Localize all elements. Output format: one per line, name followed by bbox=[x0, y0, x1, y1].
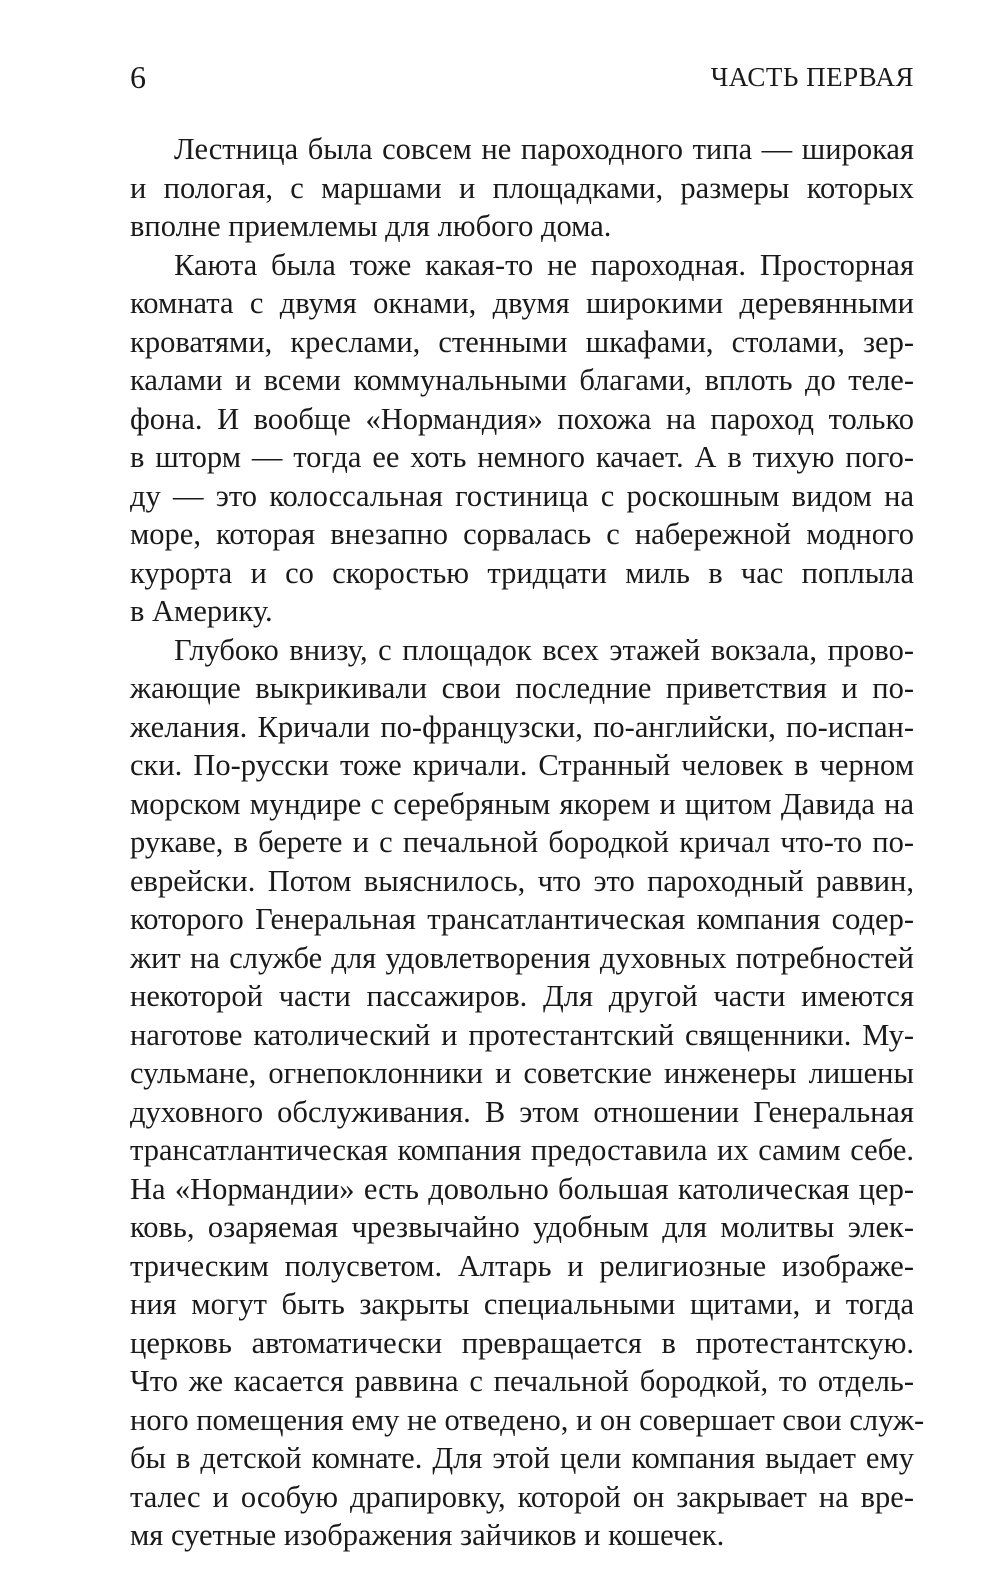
text-line: Что же касается раввина с печальной бородкой, то отдель- bbox=[130, 1364, 914, 1398]
text-line: наготове католический и протестантский священники. Му- bbox=[130, 1017, 914, 1052]
text-line: церковь автоматически превращается в протестантскую. bbox=[130, 1325, 914, 1360]
text-line: в Америку. bbox=[130, 594, 273, 628]
text-line: ковь, озаряемая чрезвычайно удобным для молитвы элек- bbox=[130, 1210, 914, 1244]
text-line: фона. И вообще «Нормандия» похожа на пароход только bbox=[130, 401, 914, 436]
text-line: кроватями, креслами, стенными шкафами, столами, зер- bbox=[130, 324, 914, 359]
paragraph bbox=[130, 130, 914, 246]
text-line: которого Генеральная трансатлантическая компания содер- bbox=[130, 902, 914, 936]
text-line: ду — это колоссальная гостиница с роскошным видом на bbox=[130, 478, 914, 513]
text-line: калами и всеми коммунальными благами, вплоть до теле- bbox=[130, 363, 914, 397]
text-line: трическим полусветом. Алтарь и религиозные изображе- bbox=[130, 1248, 914, 1283]
text-line: духовного обслуживания. В этом отношении Генеральная bbox=[130, 1094, 914, 1129]
page-header bbox=[130, 52, 914, 102]
text-line: Лестница была совсем не пароходного типа — широкая bbox=[174, 132, 914, 166]
text-line: комната с двумя окнами, двумя широкими деревянными bbox=[130, 286, 914, 320]
text-line: сульмане, огнепоклонники и советские инженеры лишены bbox=[130, 1056, 914, 1090]
text-line: На «Нормандии» есть довольно большая католическая цер- bbox=[130, 1171, 914, 1206]
text-line: море, которая внезапно сорвалась с набережной модного bbox=[130, 517, 914, 551]
paragraph bbox=[130, 631, 925, 1555]
text-line: Глубоко внизу, с площадок всех этажей вокзала, прово- bbox=[174, 632, 914, 667]
text-line: курорта и со скоростью тридцати миль в час поплыла bbox=[130, 555, 914, 590]
text-line: ного помещения ему не отведено, и он совершает свои служ- bbox=[130, 1402, 925, 1437]
paragraph bbox=[130, 246, 914, 631]
text-line: вполне приемлемы для любого дома. bbox=[130, 209, 612, 243]
text-line: рукаве, в берете и с печальной бородкой кричал что-то по- bbox=[130, 825, 914, 859]
text-line: бы в детской комнате. Для этой цели компания выдает ему bbox=[130, 1441, 914, 1475]
text-line: талес и особую драпировку, которой он закрывает на вре- bbox=[130, 1479, 914, 1514]
running-head: ЧАСТЬ ПЕРВАЯ bbox=[710, 62, 914, 92]
text-line: некоторой части пассажиров. Для другой части имеются bbox=[130, 979, 914, 1013]
text-line: желания. Кричали по-французски, по-английски, по-испан- bbox=[130, 709, 914, 744]
text-line: трансатлантическая компания предоставила их самим себе. bbox=[130, 1133, 914, 1167]
page-number: 6 bbox=[130, 59, 146, 95]
text-line: жающие выкрикивали свои последние приветствия и по- bbox=[130, 671, 914, 705]
text-line: жит на службе для удовлетворения духовных потребностей bbox=[130, 940, 914, 975]
text-line: еврейски. Потом выяснилось, что это пароходный раввин, bbox=[130, 863, 914, 898]
text-line: в шторм — тогда ее хоть немного качает. А в тихую пого- bbox=[130, 440, 914, 474]
text-line: Каюта была тоже какая-то не пароходная. Просторная bbox=[174, 247, 914, 282]
text-line: ски. По-русски тоже кричали. Странный человек в черном bbox=[130, 748, 914, 782]
body-text bbox=[130, 130, 925, 1555]
text-line: ния могут быть закрыты специальными щитами, и тогда bbox=[130, 1287, 914, 1321]
text-line: мя суетные изображения зайчиков и кошечек. bbox=[130, 1518, 725, 1552]
text-line: морском мундире с серебряным якорем и щитом Давида на bbox=[130, 786, 914, 821]
text-line: и пологая, с маршами и площадками, размеры которых bbox=[130, 170, 914, 205]
